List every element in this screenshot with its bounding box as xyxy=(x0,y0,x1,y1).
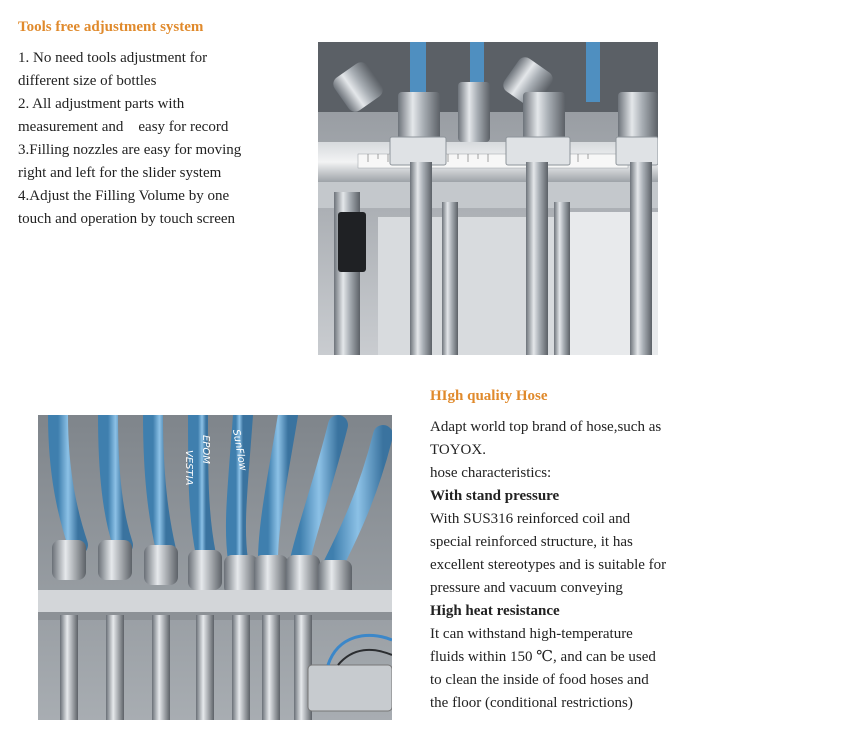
section-title-high-quality-hose: HIgh quality Hose xyxy=(430,388,548,404)
text-line: different size of bottles xyxy=(18,73,157,89)
text-line: 3.Filling nozzles are easy for moving xyxy=(18,142,242,158)
section-title-tools-free-adjustment: Tools free adjustment system xyxy=(18,19,204,35)
text-line: to clean the inside of food hoses and xyxy=(430,672,649,688)
photo-hoses-illustration xyxy=(38,415,392,720)
text-line: right and left for the slider system xyxy=(18,165,222,181)
subheading-high-heat-resistance: High heat resistance xyxy=(430,603,560,619)
photo-filling-nozzles-slider xyxy=(318,42,658,355)
hose-label: EPOM xyxy=(200,435,211,464)
text-line: It can withstand high-temperature xyxy=(430,626,633,642)
text-line: hose characteristics: xyxy=(430,465,552,481)
photo-filling-nozzles-illustration xyxy=(318,42,658,355)
text-line: fluids within 150 ℃, and can be used xyxy=(430,649,656,665)
section-body-high-quality-hose xyxy=(430,416,730,715)
text-line: measurement and easy for record xyxy=(18,119,229,135)
text-line: the floor (conditional restrictions) xyxy=(430,695,633,711)
text-line: special reinforced structure, it has xyxy=(430,534,633,550)
text-line: 1. No need tools adjustment for xyxy=(18,50,208,66)
text-line: 2. All adjustment parts with xyxy=(18,96,185,112)
text-line: With SUS316 reinforced coil and xyxy=(430,511,631,527)
text-line: 4.Adjust the Filling Volume by one xyxy=(18,188,230,204)
text-line: touch and operation by touch screen xyxy=(18,211,236,227)
hose-label: VESTIA xyxy=(183,450,194,486)
subheading-with-stand-pressure: With stand pressure xyxy=(430,488,560,504)
text-line: excellent stereotypes and is suitable for xyxy=(430,557,667,573)
hose-label: SunFlow xyxy=(230,428,249,472)
text-line: Adapt world top brand of hose,such as xyxy=(430,419,662,435)
text-line: TOYOX. xyxy=(430,442,486,458)
photo-blue-hoses xyxy=(38,415,392,720)
text-line: pressure and vacuum conveying xyxy=(430,580,623,596)
section-body-tools-free-adjustment xyxy=(18,47,308,231)
